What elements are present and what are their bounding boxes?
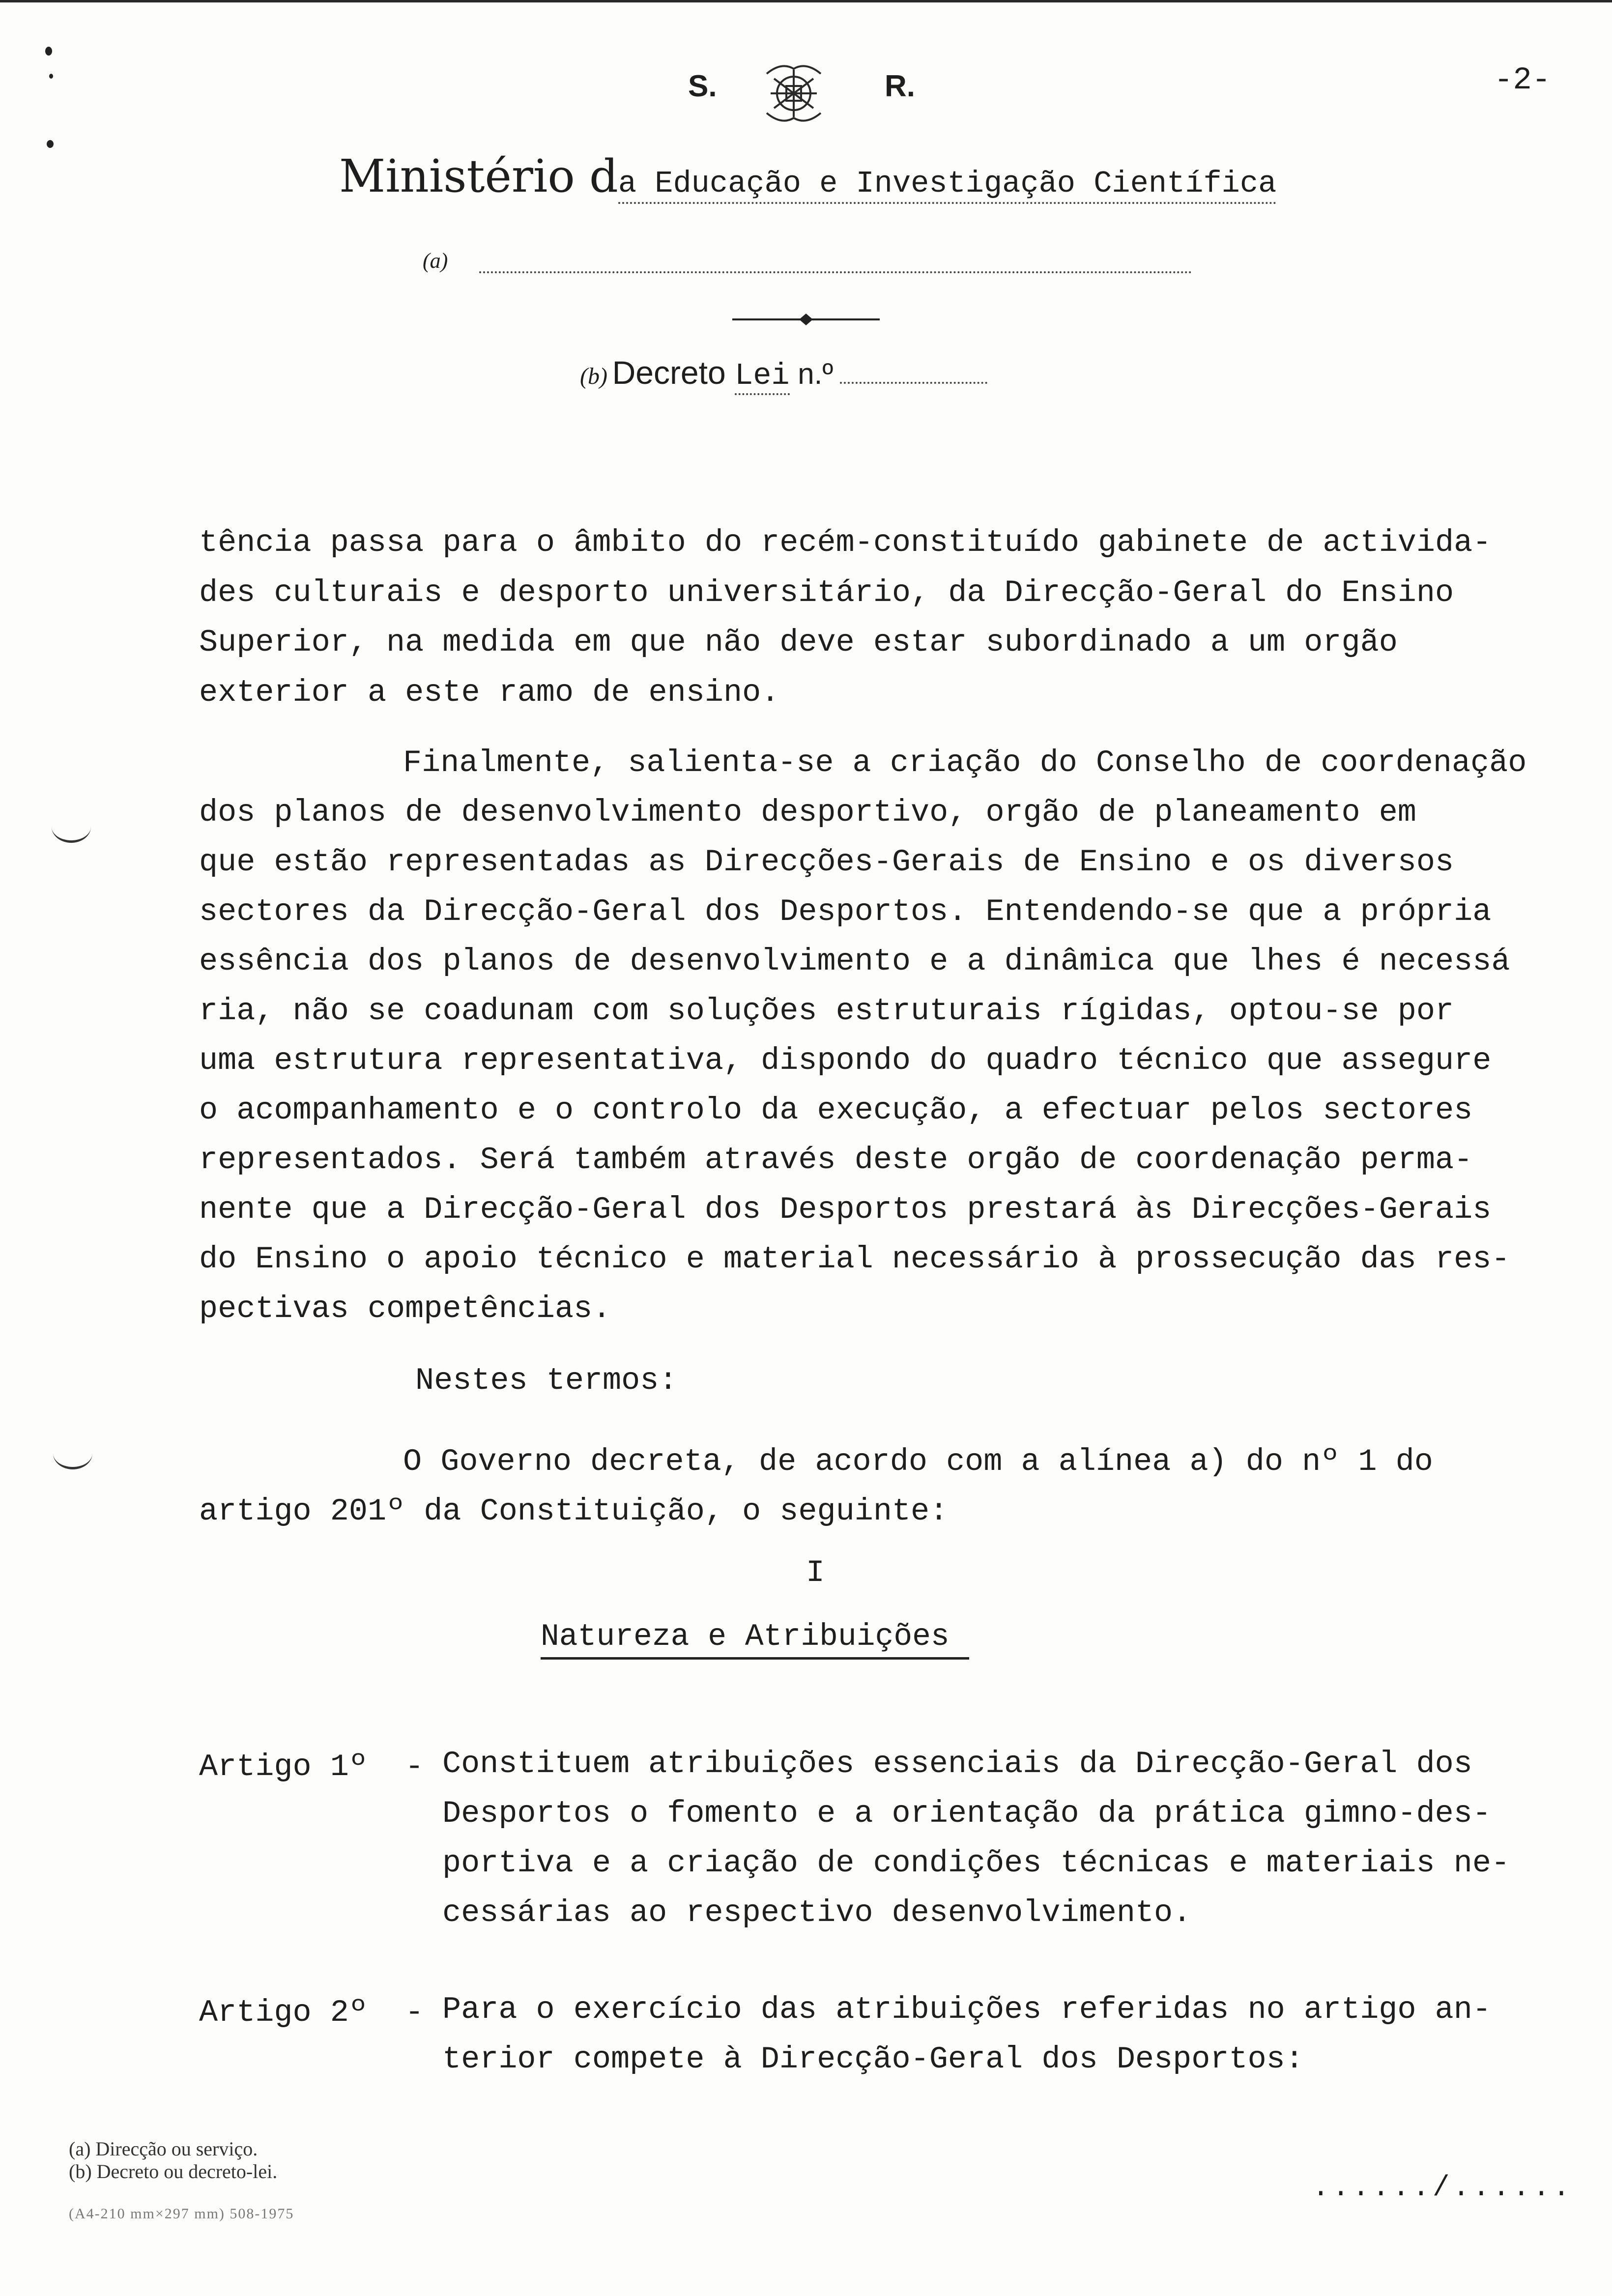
section-title: Natureza e Atribuições <box>541 1619 969 1660</box>
state-header <box>688 59 944 133</box>
decree-footnote-mark: (b) <box>580 363 607 389</box>
body-line: Nestes termos: <box>415 1363 678 1399</box>
article-line: portiva e a criação de condições técnicas e materiais ne- <box>442 1846 1510 1881</box>
body-line: representados. Será também através deste orgão de coordenação perma- <box>199 1143 1473 1178</box>
margin-mark <box>45 47 52 56</box>
service-line-dots <box>479 271 1192 273</box>
service-line-label: (a) <box>423 249 448 273</box>
body-line: essência dos planos de desenvolvimento e a dinâmica que lhes é necessá <box>199 944 1510 979</box>
state-header-right: R. <box>885 69 915 103</box>
ministry-label: Ministério d <box>339 150 618 202</box>
page-top-edge <box>0 0 1612 2</box>
body-line: do Ensino o apoio técnico e material necessário à prossecução das res- <box>199 1242 1510 1277</box>
footnote-b: (b) Decreto ou decreto-lei. <box>69 2160 278 2182</box>
decree-type: Lei <box>735 358 790 395</box>
article-label: Artigo 1º - <box>199 1750 424 1785</box>
decree-line <box>580 354 987 393</box>
footnotes <box>69 2138 277 2183</box>
decree-number-label: n.º <box>789 357 834 390</box>
body-line: tência passa para o âmbito do recém-constituído gabinete de activida- <box>199 525 1492 561</box>
state-header-left: S. <box>688 69 717 103</box>
body-line: O Governo decreta, de acordo com a alínea a) do nº 1 do <box>403 1444 1433 1480</box>
separator-ornament <box>732 312 880 327</box>
body-line: dos planos de desenvolvimento desportivo, orgão de planeamento em <box>199 795 1416 831</box>
article-line: cessárias ao respectivo desenvolvimento. <box>442 1895 1192 1931</box>
article-label: Artigo 2º - <box>199 1995 424 2031</box>
body-line: o acompanhamento e o controlo da execução, a efectuar pelos sectores <box>199 1093 1473 1128</box>
ministry-line <box>339 150 1276 202</box>
article-line: Constituem atribuições essenciais da Direcção-Geral dos <box>442 1747 1472 1782</box>
section-number: I <box>806 1555 825 1590</box>
decree-label: Decreto <box>612 354 735 391</box>
print-code: (A4-210 mm×297 mm) 508-1975 <box>69 2206 294 2222</box>
article-line: terior compete à Direcção-Geral dos Desportos: <box>442 2042 1304 2077</box>
margin-mark <box>47 140 54 148</box>
margin-arc-mark <box>52 811 91 843</box>
decree-number-dots <box>840 382 987 384</box>
article-line: Desportos o fomento e a orientação da prática gimno-des- <box>442 1796 1491 1832</box>
margin-arc-mark <box>53 1437 92 1469</box>
body-line: uma estrutura representativa, dispondo do quadro técnico que assegure <box>199 1043 1492 1079</box>
body-line: des culturais e desporto universitário, da Direcção-Geral do Ensino <box>199 575 1454 611</box>
page-number: -2- <box>1494 63 1551 98</box>
continuation-mark: ....../...... <box>1312 2172 1573 2204</box>
footnote-a: (a) Direcção ou serviço. <box>69 2138 258 2160</box>
body-line: que estão representadas as Direcções-Gerais de Ensino e os diversos <box>199 845 1454 880</box>
body-line: ria, não se coadunam com soluções estruturais rígidas, optou-se por <box>199 994 1454 1029</box>
body-line: Superior, na medida em que não deve estar subordinado a um orgão <box>199 625 1398 660</box>
body-line: artigo 201º da Constituição, o seguinte: <box>199 1494 949 1529</box>
body-line: Finalmente, salienta-se a criação do Conselho de coordenação <box>403 746 1527 781</box>
coat-of-arms-icon <box>752 59 835 128</box>
body-line: exterior a este ramo de ensino. <box>199 675 780 711</box>
article-line: Para o exercício das atribuições referidas no artigo an- <box>442 1992 1491 2028</box>
ministry-name: a Educação e Investigação Científica <box>618 166 1276 204</box>
margin-mark <box>49 74 53 79</box>
body-line: sectores da Direcção-Geral dos Desportos. Entendendo-se que a própria <box>199 894 1492 930</box>
body-line: nente que a Direcção-Geral dos Desportos prestará às Direcções-Gerais <box>199 1192 1492 1228</box>
body-line: pectivas competências. <box>199 1292 611 1327</box>
